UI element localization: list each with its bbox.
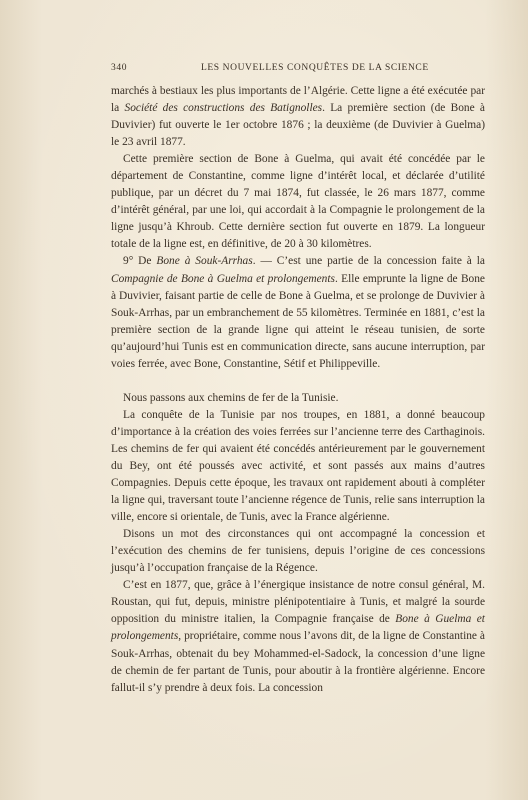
- body-text: [111, 83, 485, 697]
- running-header: [111, 63, 485, 77]
- italic-title: Bone à Souk-Arrhas: [156, 255, 253, 268]
- text-segment: La conquête de la Tunisie par nos troupes, en 1881, a donné beaucoup d’importance à la création des voies ferrées sur l’ancienne terre des Carthaginois. Les chemins de fer qui avaient été concédés antérieurement par le gouvernement du Bey, ont été poussés avec activité, et sont passés aux mains d’autres Compagnies. Depuis cette époque, les travaux ont rapidement abouti à compléter la ligne qui, traversant toute l’ancienne régence de Tunis, relie sans interruption la ville, encore si orientale, de Tunis, avec la France algérienne.: [111, 408, 485, 524]
- text-segment: . La première section (de Bone à Duvivier) fut ouverte le 1er octobre 1876 ; la deuxième (de Duvivier à Guelma) le 23 avril 1877.: [111, 102, 485, 149]
- text-segment: Cette première section de Bone à Guelma, qui avait été concédée par le département de Constantine, comme ligne d’intérêt local, et déclarée d’utilité publique, par un décret du 7 mai 1874, fut classée, le 26 mars 1877, comme d’intérêt général, par une loi, qui accordait à la Compagnie le prolongement de la ligne jusqu’à Khroub. Cette dernière section fut ouverte en 1879. La longueur totale de la ligne est, en définitive, de 20 à 30 kilomètres.: [111, 153, 485, 251]
- paragraph: [111, 407, 485, 526]
- text-segment: . — C’est une partie de la concession faite à la: [252, 255, 485, 268]
- text-segment: Nous passons aux chemins de fer de la Tunisie.: [123, 391, 339, 404]
- paragraph: [111, 526, 485, 577]
- paragraph: [111, 83, 485, 151]
- paragraph: [111, 253, 485, 372]
- italic-title: Société des constructions des Batignolles: [124, 102, 323, 115]
- text-segment: C’est en 1877, que, grâce à l’énergique insistance de notre consul général, M. Roustan, qui fut, depuis, ministre plénipotentiaire à Tunis, et malgré la sourde opposition du ministre italien, la Compagnie française de: [111, 579, 485, 626]
- text-segment: Disons un mot des circonstances qui ont accompagné la concession et l’exécution des chemins de fer tunisiens, depuis l’origine de ces concessions jusqu’à l’occupation française de la Régence.: [111, 528, 485, 575]
- paragraph: [111, 577, 485, 696]
- page-number: 340: [111, 63, 128, 73]
- text-segment: marchés à bestiaux les plus importants de l’Algérie. Cette ligne a été exécutée par la: [111, 85, 485, 115]
- running-title: LES NOUVELLES CONQUÊTES DE LA SCIENCE: [201, 63, 429, 73]
- italic-title: Compagnie de Bone à Guelma et prolongements: [111, 272, 335, 285]
- text-segment: , propriétaire, comme nous l’avons dit, de la ligne de Constantine à Souk-Arrhas, obtenait du bey Mohammed-el-Sadock, la concession d’une ligne de chemin de fer partant de Tunis, pour aboutir à la frontière algérienne. Encore fallut-il s’y prendre à deux fois. La concession: [111, 630, 485, 694]
- paragraph: [111, 390, 485, 407]
- text-segment: . Elle emprunte la ligne de Bone à Duvivier, faisant partie de celle de Bone à Guelma, et se prolonge de Duvivier à Souk-Arrhas, par un embranchement de 55 kilomètres. Terminée en 1881, c’est la première section de la grande ligne qui atteint le réseau tunisien, de sorte qu’aujourd’hui Tunis est en communication directe, sans aucune interruption, par voies ferrée, avec Bone, Constantine, Sétif et Philippeville.: [111, 272, 485, 370]
- text-segment: 9° De: [123, 255, 157, 268]
- italic-title: Bone à Guelma et prolongements: [111, 613, 485, 643]
- paragraph: [111, 151, 485, 253]
